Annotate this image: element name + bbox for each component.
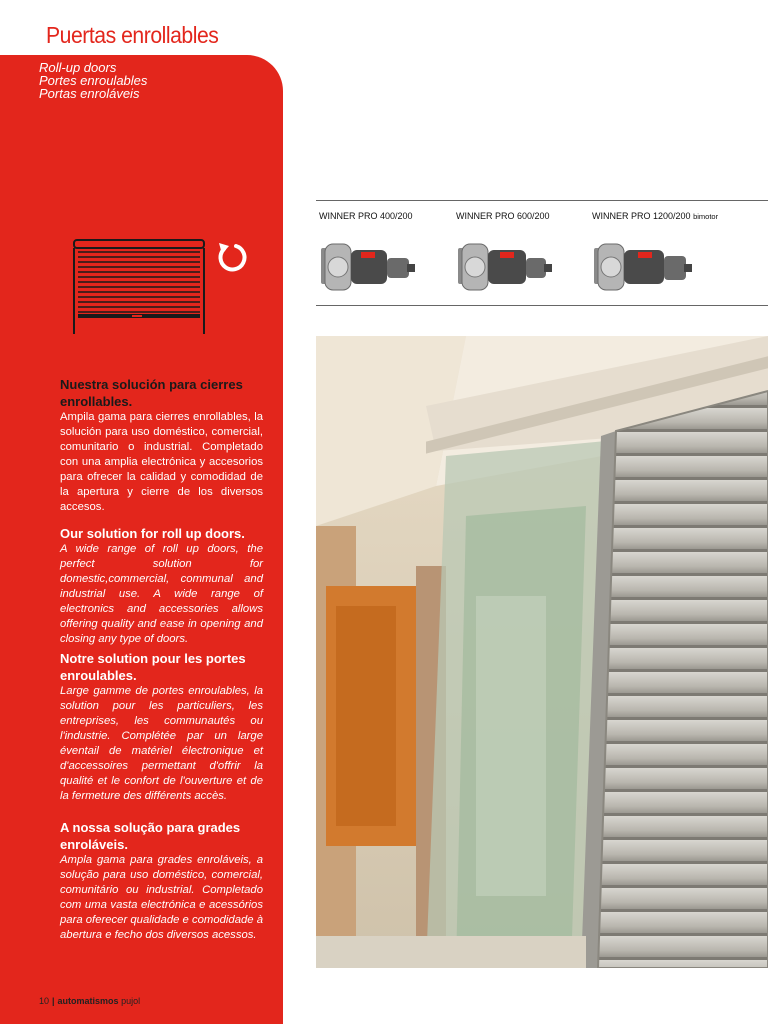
footer-brand-suffix: pujol (121, 996, 141, 1006)
section-heading: Our solution for roll up doors. (60, 526, 245, 541)
page-footer: 10 | automatismos pujol (39, 996, 141, 1006)
section-body: Ampla gama para grades enroláveis, a solução para uso doméstico, comercial, comunitário ou industrial. Completado com uma vasta electrónica e acessórios para oferecer qualidade e comodidade à abertura e fecho dos diversos acessos. (60, 854, 263, 941)
section-heading: Nuestra solución para cierres enrollables. (60, 377, 243, 409)
roll-up-door-icon (70, 236, 210, 336)
section-french (60, 650, 263, 804)
footer-brand: automatismos (57, 996, 119, 1006)
page-title: Puertas enrollables (46, 22, 219, 48)
section-body: Ampila gama para cierres enrollables, la solución para uso doméstico, comercial, comunitario o industrial. Completado con una amplia electrónica y accesorios para ofrecer la calidad y comodidad de la apertura y cierre de los diversos accesos. (60, 411, 263, 513)
motor-image (321, 232, 417, 298)
subtitle-fr: Portes enroulables (39, 73, 148, 88)
product-name: WINNER PRO 600/200 (456, 211, 550, 221)
subtitle-translations (39, 61, 147, 100)
section-body: A wide range of roll up doors, the perfect solution for domestic,commercial, communal and industrial use. A wide range of electronics and accessories allows offering quality and ease in opening and closing any type of doors. (60, 543, 263, 645)
product-strip (316, 200, 768, 306)
shop-shutter-photo (316, 336, 768, 968)
subtitle-en: Roll-up doors (39, 60, 117, 75)
motor-image (458, 232, 554, 298)
rotate-arrow-icon (214, 240, 250, 276)
section-body: Large gamme de portes enroulables, la solution pour les particuliers, les entreprises, les communautés ou l'industrie. Complétée par un large éventail de matériel électronique et d'accessoires permettant d'offrir la qualité et le confort de l'ouverture et de la fermeture des différents accès. (60, 685, 263, 802)
product-suffix: bimotor (693, 212, 719, 221)
product-item (456, 211, 596, 301)
product-name: WINNER PRO 1200/200 bimotor (592, 211, 719, 221)
product-item (592, 211, 732, 301)
section-heading: A nossa solução para grades enroláveis. (60, 820, 241, 852)
section-portuguese (60, 819, 263, 943)
product-name: WINNER PRO 400/200 (319, 211, 413, 221)
subtitle-pt: Portas enroláveis (39, 86, 140, 101)
page-number: 10 (39, 996, 50, 1006)
product-item (319, 211, 459, 301)
section-heading: Notre solution pour les portes enroulables. (60, 651, 246, 683)
section-english (60, 525, 263, 647)
section-spanish (60, 376, 263, 515)
motor-image (594, 232, 694, 298)
